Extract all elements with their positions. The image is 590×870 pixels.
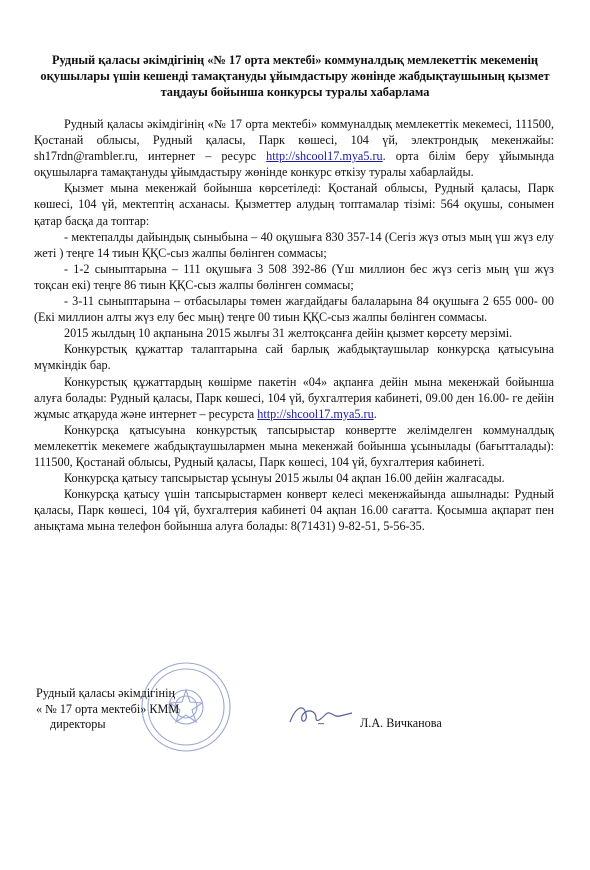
signature-org-line-1: Рудный қаласы әкімдігінің <box>36 686 175 700</box>
website-link-2[interactable]: http://shcool17.mya5.ru <box>257 406 374 421</box>
bullet-preschool: - мектепалды дайындық сыныбына – 40 оқушыға 830 357-14 (Сегіз жүз отыз мың үш жүз елу жеті ) теңге 14 тиын ҚҚС-сыз жалпы бөлінген соммасы; <box>34 229 554 260</box>
paragraph-opening: Конкурсқа қатысу үшін тапсырыстармен конверт келесі мекенжайында ашылнады: Рудный қаласы, Парк көшесі, 104 үй, бухгалтерия кабинеті 04 ақпан 16.00 сағатта. Қосымша ақпарат пен анықтама мына телефон бойынша алуға болады: 8(71431) 9-82-51, 5-56-35. <box>34 487 554 534</box>
signature-dash: – <box>318 716 325 730</box>
bullet-grades-3-11: - 3-11 сыныптарына – отбасылары төмен жағдайдағы балаларына 84 оқушыға 2 655 000- 00 (Екі миллион алты жүз елу бес мың) теңге 00 тиын ҚҚС-сыз жалпы бөлінген соммасы. <box>34 294 554 325</box>
signature-position: директоры <box>50 717 106 731</box>
paragraph-eligibility: Конкурстық құжаттар талаптарына сай барлық жабдықтаушылар конкурсқа қатысуына мүмкіндік бар. <box>34 342 554 373</box>
document-body <box>34 116 554 534</box>
paragraph-submission: Конкурсқа қатысуына конкурстық тапсырыстар конвертте желімделген коммуналдық мемлекеттік мекемеге жабдықтаушылармен мына мекенжай бойынша ұсынылады (бағытталады): 111500, Қостанай облысы, Рудный қаласы, Парк көшесі, 104 үй, бухгалтерия кабинеті. <box>34 422 554 469</box>
paragraph-service-address: Қызмет мына мекенжай бойынша көрсетіледі: Қостанай облысы, Рудный қаласы, Парк көшесі, 104 үй, мектептің асханасы. Қызметтер алудың топтамалар тізімі: 564 оқушы, сонымен қатар басқа да топтар: <box>34 181 554 228</box>
website-link-1[interactable]: http://shcool17.mya5.ru <box>266 149 383 164</box>
bullet-grades-1-2: - 1-2 сыныптарына – 111 оқушыға 3 508 392-86 (Үш миллион бес жүз сегіз мың үш жүз тоқсан екі) теңге 86 тиын ҚҚС-сыз жалпы бөлінген соммасы; <box>34 261 554 292</box>
signature-block <box>36 686 179 733</box>
director-name: Л.А. Вичканова <box>360 716 442 730</box>
paragraph-documents: Конкурстық құжаттардың көшірме пакетін «04» ақпанға дейін мына мекенжай бойынша алуға болады: Рудный қаласы, Парк көшесі, 104 үй, бухгалтерия кабинеті, 09.00 ден 16.00- ге дейін жұмыс атқаруда және интернет – ресурста http://shcool17.mya5.ru. <box>34 374 554 421</box>
signature-org-line-2: « № 17 орта мектебі» КММ <box>36 701 180 716</box>
paragraph-service-period: 2015 жылдың 10 ақпанына 2015 жылғы 31 желтоқсанға дейін қызмет көрсету мерзімі. <box>64 326 513 341</box>
paragraph-deadline: Конкурсқа қатысу тапсырыстар ұсынуы 2015 жылы 04 ақпан 16.00 дейін жалғасады. <box>64 471 505 486</box>
document-title: Рудный қаласы әкімдігінің «№ 17 орта мектебі» коммуналдық мемлекеттік мекеменің оқушылары үшін кешенді тамақтануды ұйымдастыру жөнінде жабдықтаушының қызмет таңдауы бойынша конкурсы туралы хабарлама <box>40 53 550 99</box>
paragraph-intro: Рудный қаласы әкімдігінің «№ 17 орта мектебі» коммуналдық мемлекеттік мекемесі, 111500, Қостанай облысы, Рудный қаласы, Парк көшесі, 104 үй, электрондық мекенжайы: sh17rdn@rambler.ru, интернет – ресурс http://shcool17.mya5.ru. орта білім беру ұйымында оқушыларға тамақтануды ұйымдастыру жөнінде конкурс өткізу туралы хабарлайды. <box>34 117 554 180</box>
